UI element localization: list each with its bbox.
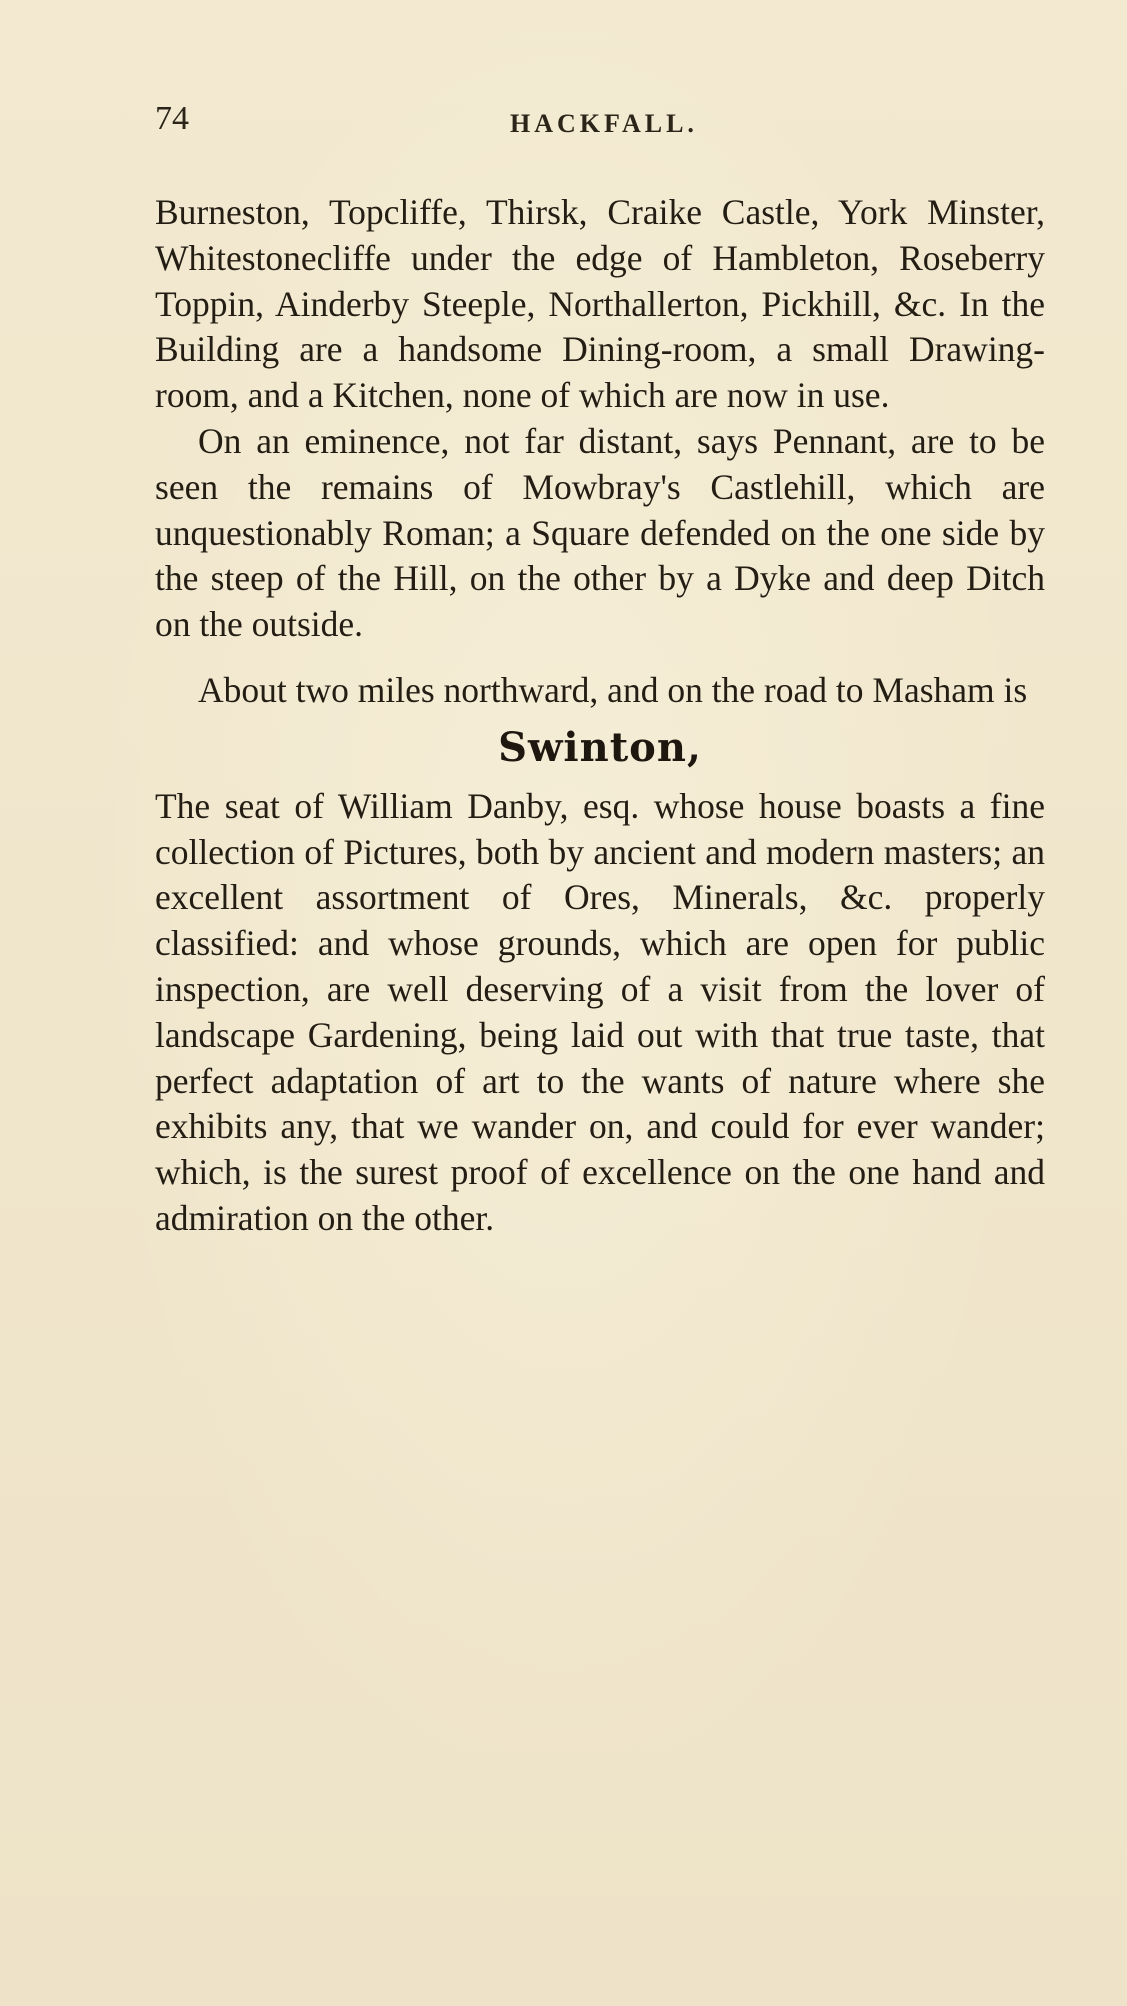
paragraph-eminence: On an eminence, not far distant, says Pennant, are to be seen the remains of Mowbray's Castlehill, which are unquestionably Roman; a Square defended on the one side by the steep of the Hill, on the other by a Dyke and deep Ditch on the outside.	[155, 420, 1045, 645]
page-number: 74	[155, 100, 189, 137]
section-title: Swinton,	[498, 723, 702, 771]
paragraph-continued: Burneston, Topcliffe, Thirsk, Craike Castle, York Minster, Whitestonecliffe under the edge of Hambleton, Roseberry Toppin, Ainderby Steeple, Northallerton, Pickhill, &c. In the Building are a handsome Dining-room, a small Drawing-room, and a Kitchen, none of which are now in use.	[155, 192, 1045, 416]
paragraph-swinton: The seat of William Danby, esq. whose house boasts a fine collection of Pictures, both by ancient and modern masters; an excellent assortment of Ores, Minerals, &c. properly classified: and whose grounds, which are open for public inspection, are well deserving of a visit from the lover of landscape Gardening, being laid out with that true taste, that perfect adaptation of art to the wants of nature where she exhibits any, that we wander on, and could for ever wander; which, is the surest proof of excellence on the one hand and admiration on the other.	[155, 785, 1045, 1238]
body-text	[155, 190, 1045, 1242]
page-header	[155, 100, 1055, 140]
running-head: HACKFALL.	[510, 109, 698, 138]
paragraph-northward: About two miles northward, and on the road to Masham is	[198, 669, 1028, 710]
